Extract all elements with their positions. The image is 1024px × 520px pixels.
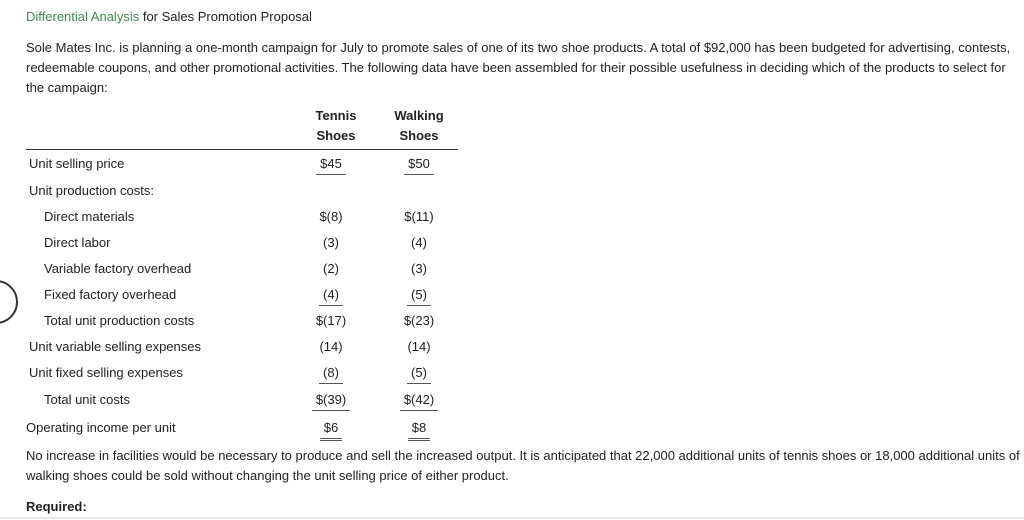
header-walking-shoes (384, 106, 454, 146)
cell-walking-unit-variable-selling-expenses: (14) (407, 339, 431, 354)
cell-tennis-variable-factory-overhead: (2) (323, 261, 339, 276)
cell-walking-total-unit-costs: $(42) (384, 392, 454, 411)
side-nav-circle[interactable] (0, 280, 18, 324)
cell-walking-variable-factory-overhead: (3) (411, 261, 427, 276)
cell-tennis-unit-variable-selling-expenses: (14) (319, 339, 343, 354)
row-label-operating-income-per-unit: Operating income per unit (26, 420, 176, 435)
header-walking-line1: Walking (394, 108, 444, 123)
cell-walking-direct-materials: $(11) (404, 209, 434, 224)
cell-tennis-operating-income-per-unit: $6 (296, 420, 366, 441)
header-tennis-shoes (301, 106, 371, 146)
row-label-fixed-factory-overhead: Fixed factory overhead (44, 287, 177, 302)
title-link[interactable]: Differential Analysis (26, 9, 140, 24)
cell-tennis-unit-fixed-selling-expenses: (8) (296, 365, 366, 384)
title-text: for Sales Promotion Proposal (139, 9, 312, 24)
intro-paragraph: Sole Mates Inc. is planning a one-month campaign for July to promote sales of one of its two shoe products. A total of $92,000 has been budgeted for advertising, contests, redeemable coupons, and other promotional activities. The following data have been assembled for their possible usefulness in deciding which of the products to select for the campaign: (26, 40, 1011, 95)
cell-walking-operating-income-per-unit: $8 (384, 420, 454, 441)
cell-tennis-direct-labor: (3) (323, 235, 339, 250)
row-label-unit-selling-price: Unit selling price (29, 156, 125, 171)
row-label-direct-materials: Direct materials (44, 209, 135, 224)
page-title (26, 9, 312, 24)
header-walking-line2: Shoes (399, 128, 439, 143)
required-heading: Required: (26, 499, 87, 514)
cell-tennis-fixed-factory-overhead: (4) (296, 287, 366, 306)
cell-tennis-total-unit-costs: $(39) (296, 392, 366, 411)
outro-paragraph: No increase in facilities would be necessary to produce and sell the increased output. It is anticipated that 22,000 additional units of tennis shoes or 18,000 additional units of walking shoes could be sold without changing the unit selling price of either product. (26, 448, 1020, 483)
row-label-total-unit-costs: Total unit costs (44, 392, 130, 407)
cell-tennis-direct-materials: $(8) (319, 209, 343, 224)
cell-tennis-unit-selling-price: $45 (296, 156, 366, 175)
cell-walking-direct-labor: (4) (411, 235, 427, 250)
row-label-unit-fixed-selling-expenses: Unit fixed selling expenses (29, 365, 183, 380)
row-label-unit-variable-selling-expenses: Unit variable selling expenses (29, 339, 201, 354)
header-tennis-line1: Tennis (315, 108, 357, 123)
cell-tennis-total-unit-production-costs: $(17) (315, 313, 347, 328)
row-label-total-unit-production-costs: Total unit production costs (44, 313, 195, 328)
row-label-unit-production-costs: Unit production costs: (29, 183, 155, 198)
header-tennis-line2: Shoes (316, 128, 356, 143)
row-label-direct-labor: Direct labor (44, 235, 111, 250)
row-label-variable-factory-overhead: Variable factory overhead (44, 261, 192, 276)
cell-walking-fixed-factory-overhead: (5) (384, 287, 454, 306)
header-rule (26, 149, 458, 150)
cell-walking-unit-fixed-selling-expenses: (5) (384, 365, 454, 384)
cell-walking-total-unit-production-costs: $(23) (403, 313, 435, 328)
cell-walking-unit-selling-price: $50 (384, 156, 454, 175)
bottom-divider (0, 517, 1024, 519)
